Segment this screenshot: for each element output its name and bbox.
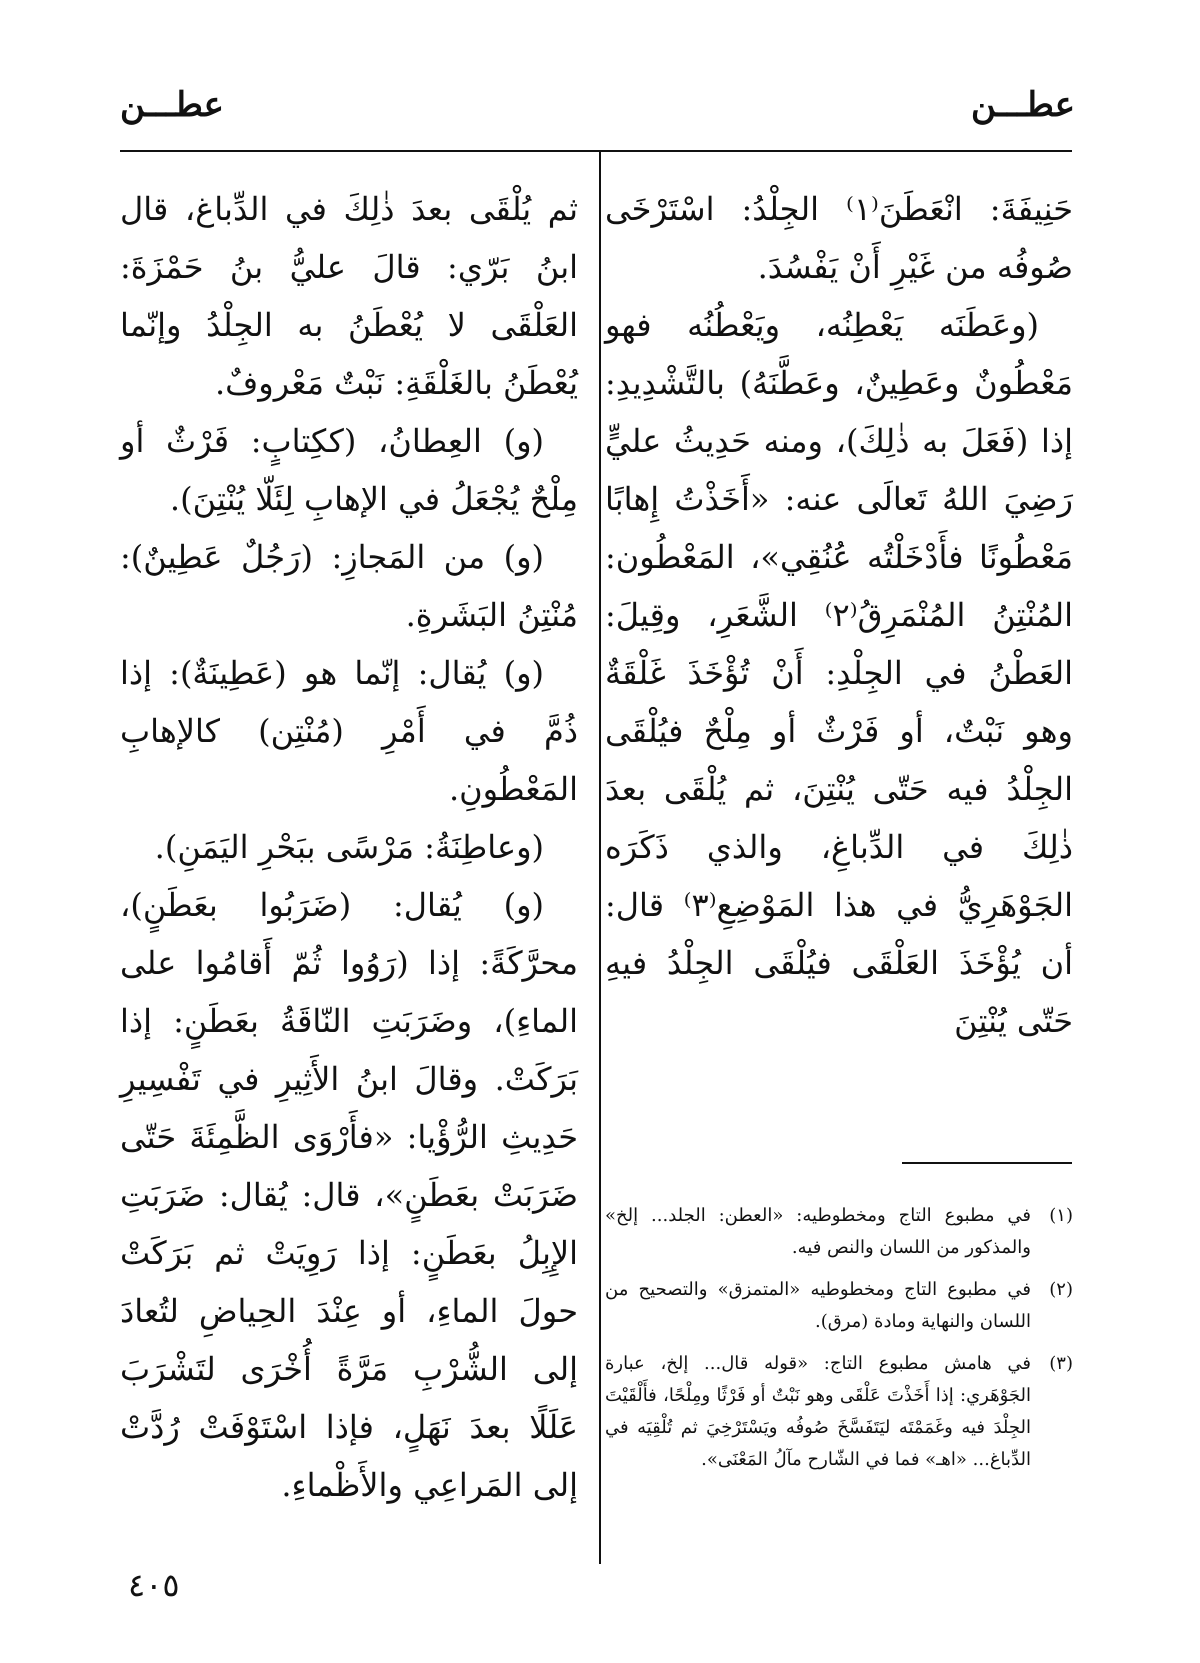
running-header-right-word: عطـــن <box>971 85 1075 125</box>
footnotes <box>605 1200 1073 1486</box>
left-column-paragraph: (و) العِطانُ، (ككِتابٍ: فَرْثٌ أو مِلْحٌ يُجْعَلُ في الإهابِ لِئَلّا يُنْتِنَ). <box>120 422 578 518</box>
right-column-paragraph: (وعَطَنَه يَعْطِنُه، ويَعْطُنُه فهو مَعْطُونٌ وعَطِينٌ، وعَطَّنَهُ) بالتَّشْدِيدِ: إذا (فَعَلَ به ذٰلِكَ)، ومنه حَدِيثُ عليٍّ رَضِيَ اللهُ تَعالَى عنه: «أَخَذْتُ إِهابًا مَعْطُونًا فأَدْخَلْتُه عُنُقِي»، المَعْطُون: المُنْتِنُ المُنْمَرِقُ⁽٢⁾ الشَّعَرِ، وقِيلَ: العَطْنُ في الجِلْدِ: أَنْ تُؤْخَذَ غَلْقَةٌ وهو نَبْتٌ، أو فَرْثٌ أو مِلْحٌ فيُلْقَى الجِلْدُ فيه حَتّى يُنْتِنَ، ثم يُلْقَى بعدَ ذٰلِكَ في الدِّباغِ، والذي ذَكَرَه الجَوْهَرِيُّ في هذا المَوْضِعِ⁽٣⁾ قال: أن يُؤْخَذَ العَلْقَى فيُلْقَى الجِلْدُ فيهِ حَتّى يُنْتِنَ <box>605 306 1074 1040</box>
right-column <box>605 180 1073 1050</box>
page-number: ٤٠٥ <box>128 1566 180 1604</box>
left-column-paragraph: ثم يُلْقَى بعدَ ذٰلِكَ في الدِّباغ، قال ابنُ بَرّي: قالَ عليُّ بنُ حَمْزَةَ: العَلْقَى لا يُعْطَنُ به الجِلْدُ وإنّما يُعْطَنُ بالغَلْقَةِ: نَبْتٌ مَعْروفٌ. <box>120 190 578 402</box>
column-divider <box>599 152 601 1564</box>
footnote-number: (١) <box>1049 1205 1073 1226</box>
left-column <box>120 180 578 1514</box>
footnote-number: (٣) <box>1049 1353 1073 1374</box>
running-header <box>120 80 1075 140</box>
left-column-paragraph: (و) من المَجازِ: (رَجُلٌ عَطِينٌ): مُنْتِنُ البَشَرةِ. <box>120 538 578 634</box>
left-column-paragraph: (و) يُقال: (ضَرَبُوا بعَطَنٍ)، محرَّكَةً: إذا (رَوُوا ثُمّ أَقامُوا على الماءِ)، وضَرَبَتِ النّاقَةُ بعَطَنٍ: إذا بَرَكَتْ. وقالَ ابنُ الأَثِيرِ في تَفْسِيرِ حَدِيثِ الرُّؤْيا: «فأَرْوَى الظَّمِئَةَ حَتّى ضَرَبَتْ بعَطَنٍ»، قال: يُقال: ضَرَبَتِ الإِبِلُ بعَطَنٍ: إذا رَوِيَتْ ثم بَرَكَتْ حولَ الماءِ، أو عِنْدَ الحِياضِ لتُعادَ إلى الشُّرْبِ مَرَّةً أُخْرَى لتَشْرَبَ عَلَلًا بعدَ نَهَلٍ، فإذا اسْتَوْفَتْ رُدَّتْ إلى المَراعِي والأَظْماءِ. <box>120 886 578 1504</box>
footnote-text: في هامش مطبوع التاج: «قوله قال... إلخ، عبارة الجَوْهَري: إذا أَخَذْتَ عَلْقَى وهو نَبْتٌ أو فَرْثًا ومِلْحًا، فأَلْقَيْتَ الجِلْدَ فيه وغَمَمْتَه ليَتَفَسَّخَ صُوفُه ويَسْتَرْخِيَ ثم تُلْقِيَه في الدِّباغ... «اهـ» فما في الشّارح مآلُ المَعْنَى». <box>605 1353 1031 1470</box>
left-column-paragraph: (و) يُقال: إنّما هو (عَطِينَةٌ): إذا ذُمَّ في أَمْرِ (مُنْتِن) كالإهابِ المَعْطُونِ. <box>120 654 578 808</box>
footnote <box>605 1200 1073 1264</box>
running-header-left-word: عطـــن <box>120 85 224 125</box>
left-column-paragraph: (وعاطِنَةُ: مَرْسًى ببَحْرِ اليَمَنِ). <box>154 828 544 866</box>
right-column-paragraph: حَنِيفَةَ: انْعَطَنَ⁽١⁾ الجِلْدُ: اسْتَرْخَى صُوفُه من غَيْرِ أَنْ يَفْسُدَ. <box>605 190 1073 286</box>
footnote-text: في مطبوع التاج ومخطوطيه: «العطن: الجلد... إلخ» والمذكور من اللسان والنص فيه. <box>605 1205 1031 1258</box>
footnote-number: (٢) <box>1049 1279 1073 1300</box>
footnote-text: في مطبوع التاج ومخطوطيه «المتمزق» والتصحيح من اللسان والنهاية ومادة (مرق). <box>605 1279 1031 1332</box>
footnote <box>605 1274 1073 1338</box>
footnote-separator <box>902 1162 1072 1164</box>
header-rule <box>120 150 1072 152</box>
footnote <box>605 1348 1073 1476</box>
